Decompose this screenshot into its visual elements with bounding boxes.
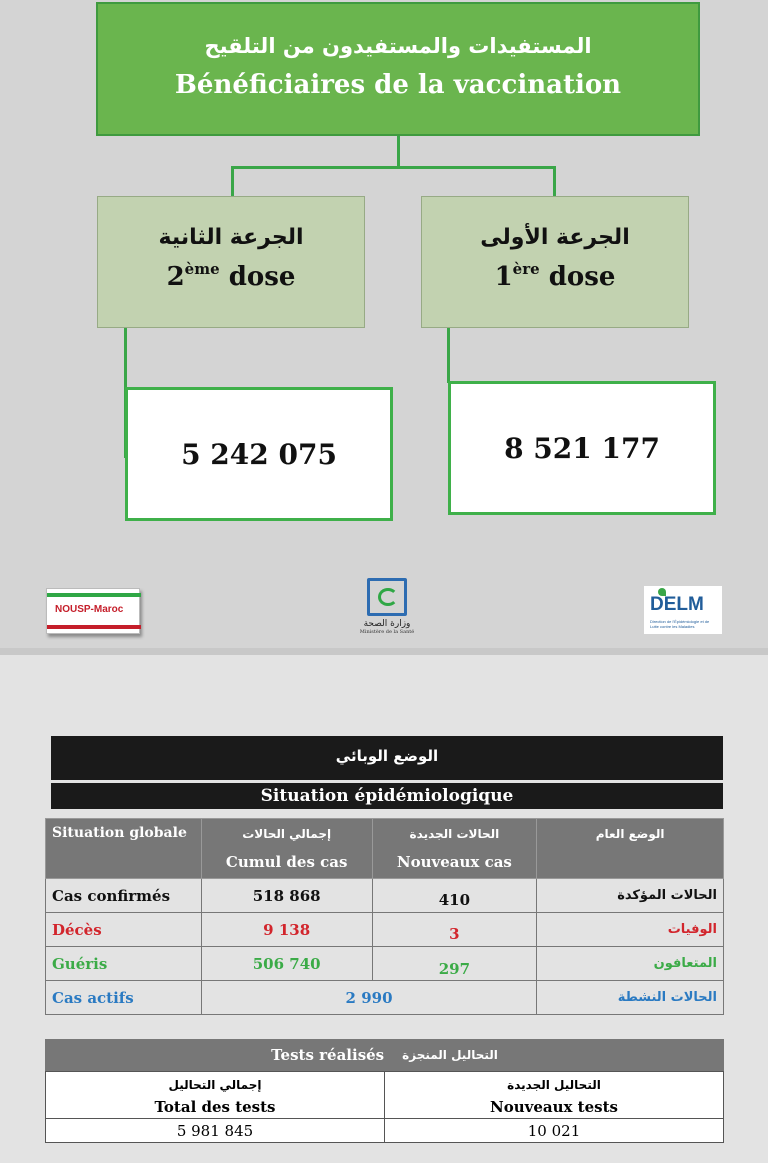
vaccination-title-ar: المستفيدات والمستفيدون من التلقيح bbox=[204, 34, 592, 58]
delm-logo-subtitle: Direction de l'Épidémiologie et de Lutte contre les Maladies bbox=[650, 619, 710, 629]
dose2-label-ar: الجرعة الثانية bbox=[158, 225, 304, 250]
row-new: 3 bbox=[372, 913, 537, 947]
vaccination-title-box bbox=[96, 2, 700, 136]
dose2-count: 5 242 075 bbox=[125, 387, 393, 521]
tests-table bbox=[45, 1071, 724, 1143]
row-label-fr: Cas confirmés bbox=[46, 879, 202, 913]
connector-line bbox=[447, 328, 450, 383]
row-cumul: 518 868 bbox=[201, 879, 372, 913]
row-new: 297 bbox=[372, 947, 537, 981]
tests-title-fr: Tests réalisés bbox=[271, 1046, 385, 1064]
tests-header-row bbox=[46, 1072, 724, 1119]
connector-line bbox=[231, 166, 234, 196]
dose2-label-fr: 2ème dose bbox=[166, 260, 296, 292]
table-row bbox=[46, 981, 724, 1015]
row-label-fr: Cas actifs bbox=[46, 981, 202, 1015]
tests-new-header: التحاليل الجديدة Nouveaux tests bbox=[385, 1072, 724, 1119]
header-situation-globale: Situation globale bbox=[46, 819, 202, 879]
row-value: 2 990 bbox=[201, 981, 536, 1015]
delm-logo bbox=[644, 586, 722, 634]
epidemiology-title-fr: Situation épidémiologique bbox=[51, 783, 723, 809]
row-label-ar: الوفيات bbox=[537, 913, 724, 947]
vaccination-title-fr: Bénéficiaires de la vaccination bbox=[174, 70, 622, 100]
epidemiology-table bbox=[45, 818, 724, 1015]
ministry-name-fr: Ministère de la Santé bbox=[359, 629, 415, 635]
table-row bbox=[46, 913, 724, 947]
nousp-logo-text: NOUSP-Maroc bbox=[55, 604, 124, 615]
tests-total-header: إجمالي التحاليل Total des tests bbox=[46, 1072, 385, 1119]
tests-total-value: 5 981 845 bbox=[46, 1119, 385, 1143]
tests-header bbox=[45, 1039, 724, 1071]
nousp-logo bbox=[46, 588, 140, 634]
tests-value-row bbox=[46, 1119, 724, 1143]
dose1-count: 8 521 177 bbox=[448, 381, 716, 515]
dose1-box bbox=[421, 196, 689, 328]
ministry-emblem-icon bbox=[367, 578, 407, 616]
table-row bbox=[46, 879, 724, 913]
dose1-label-fr: 1ère dose bbox=[494, 260, 616, 292]
row-label-ar: الحالات النشطة bbox=[537, 981, 724, 1015]
ministry-logo bbox=[356, 578, 418, 644]
row-label-fr: Décès bbox=[46, 913, 202, 947]
connector-line bbox=[397, 136, 400, 168]
header-nouveaux: الحالات الجديدة Nouveaux cas bbox=[372, 819, 537, 879]
connector-line bbox=[553, 166, 556, 196]
tests-new-value: 10 021 bbox=[385, 1119, 724, 1143]
connector-line bbox=[231, 166, 556, 169]
table-header-row bbox=[46, 819, 724, 879]
row-cumul: 506 740 bbox=[201, 947, 372, 981]
dose2-box bbox=[97, 196, 365, 328]
row-label-ar: المتعافون bbox=[537, 947, 724, 981]
header-cumul: إجمالي الحالات Cumul des cas bbox=[201, 819, 372, 879]
table-row bbox=[46, 947, 724, 981]
header-status-ar: الوضع العام bbox=[537, 819, 724, 879]
row-label-fr: Guéris bbox=[46, 947, 202, 981]
row-cumul: 9 138 bbox=[201, 913, 372, 947]
ministry-name-ar: وزارة الصحة bbox=[363, 619, 411, 629]
tests-title-ar: التحاليل المنجزة bbox=[402, 1048, 498, 1062]
row-new: 410 bbox=[372, 879, 537, 913]
epidemiology-title-ar: الوضع الوبائي bbox=[51, 736, 723, 780]
row-label-ar: الحالات المؤكدة bbox=[537, 879, 724, 913]
dose1-label-ar: الجرعة الأولى bbox=[480, 225, 630, 250]
delm-logo-text: DELM bbox=[650, 594, 704, 615]
